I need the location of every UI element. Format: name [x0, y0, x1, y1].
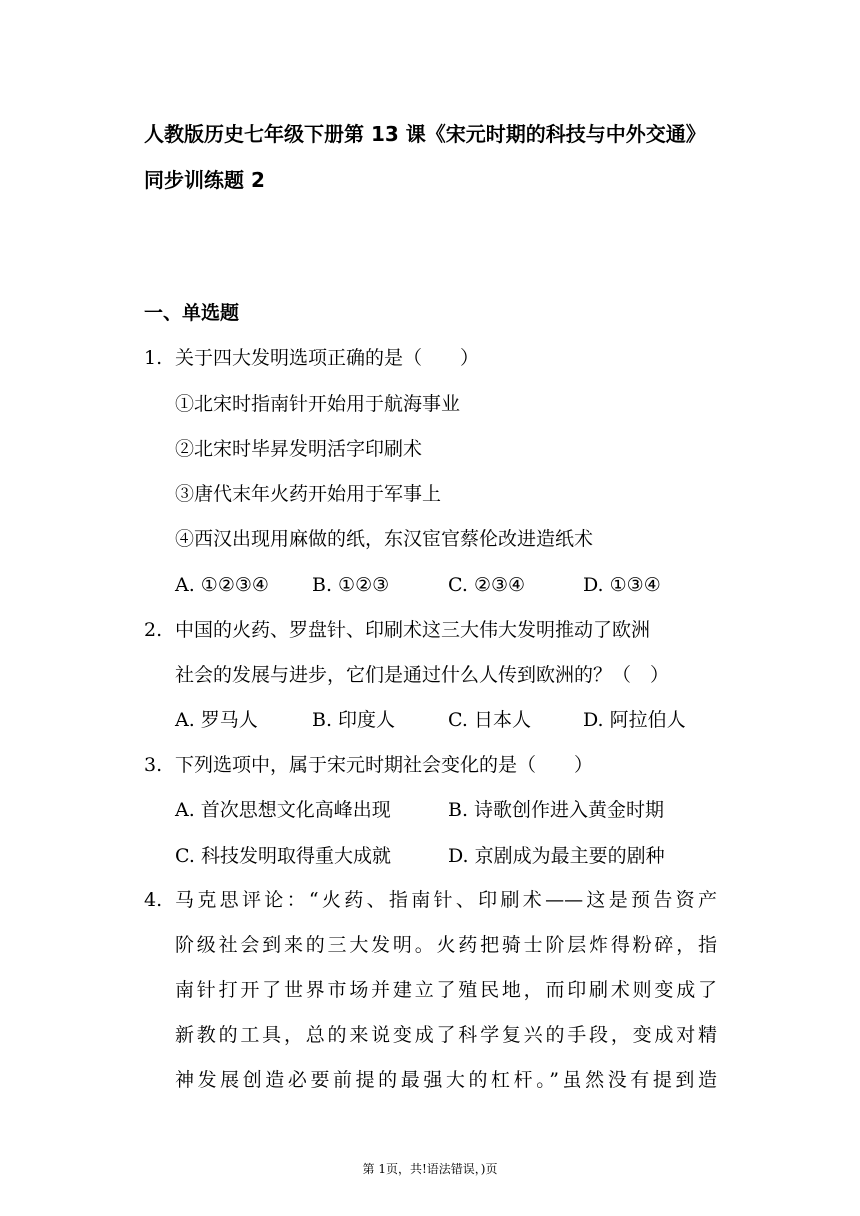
question-3-option-c: C. 科技发明取得重大成就: [175, 845, 391, 867]
question-2-stem-line-2: 社会的发展与进步，它们是通过什么人传到欧洲的？（ ）: [175, 664, 670, 686]
question-1-number: 1.: [144, 347, 163, 369]
document-title-line-2: 同步训练题 2: [144, 168, 265, 192]
document-title-line-1: 人教版历史七年级下册第 13 课《宋元时期的科技与中外交通》: [144, 122, 706, 146]
question-3-option-a: A. 首次思想文化高峰出现: [175, 799, 391, 821]
page-footer: 第 1页，共!语法错误，)页: [362, 1162, 498, 1176]
question-1-option-d: D. ①③④: [583, 574, 661, 596]
question-2-option-b: B. 印度人: [312, 709, 396, 731]
question-1-option-c: C. ②③④: [448, 574, 526, 596]
question-3-stem: 下列选项中，属于宋元时期社会变化的是（ ）: [175, 754, 594, 776]
question-1-option-a: A. ①②③④: [175, 574, 269, 596]
question-3-option-b: B. 诗歌创作进入黄金时期: [448, 799, 665, 821]
question-2-number: 2.: [144, 619, 163, 641]
question-3-number: 3.: [144, 754, 163, 776]
question-1-statement-4: ④西汉出现用麻做的纸，东汉宦官蔡伦改进造纸术: [175, 528, 594, 550]
question-4-number: 4.: [144, 889, 163, 911]
question-1-stem: 关于四大发明选项正确的是（ ）: [175, 347, 480, 369]
question-3-option-d: D. 京剧成为最主要的剧种: [448, 845, 665, 867]
question-4-stem-line-5: 神发展创造必要前提的最强大的杠杆。”虽然没有提到造: [175, 1069, 717, 1091]
question-4-stem-line-1: 马克思评论：“火药、指南针、印刷术——这是预告资产: [175, 889, 717, 911]
section-heading: 一、单选题: [144, 302, 240, 324]
question-2-stem-line-1: 中国的火药、罗盘针、印刷术这三大伟大发明推动了欧洲: [175, 619, 651, 641]
question-4-stem-line-3: 南针打开了世界市场并建立了殖民地，而印刷术则变成了: [175, 979, 717, 1001]
question-4-stem-line-2: 阶级社会到来的三大发明。火药把骑士阶层炸得粉碎，指: [175, 934, 717, 956]
question-1-statement-2: ②北宋时毕昇发明活字印刷术: [175, 438, 423, 460]
question-2-option-c: C. 日本人: [448, 709, 531, 731]
question-2-option-a: A. 罗马人: [175, 709, 258, 731]
question-2-option-d: D. 阿拉伯人: [583, 709, 686, 731]
question-1-statement-1: ①北宋时指南针开始用于航海事业: [175, 393, 461, 415]
question-4-stem-line-4: 新教的工具，总的来说变成了科学复兴的手段，变成对精: [175, 1024, 717, 1046]
question-1-option-b: B. ①②③: [312, 574, 390, 596]
question-1-statement-3: ③唐代末年火药开始用于军事上: [175, 483, 442, 505]
